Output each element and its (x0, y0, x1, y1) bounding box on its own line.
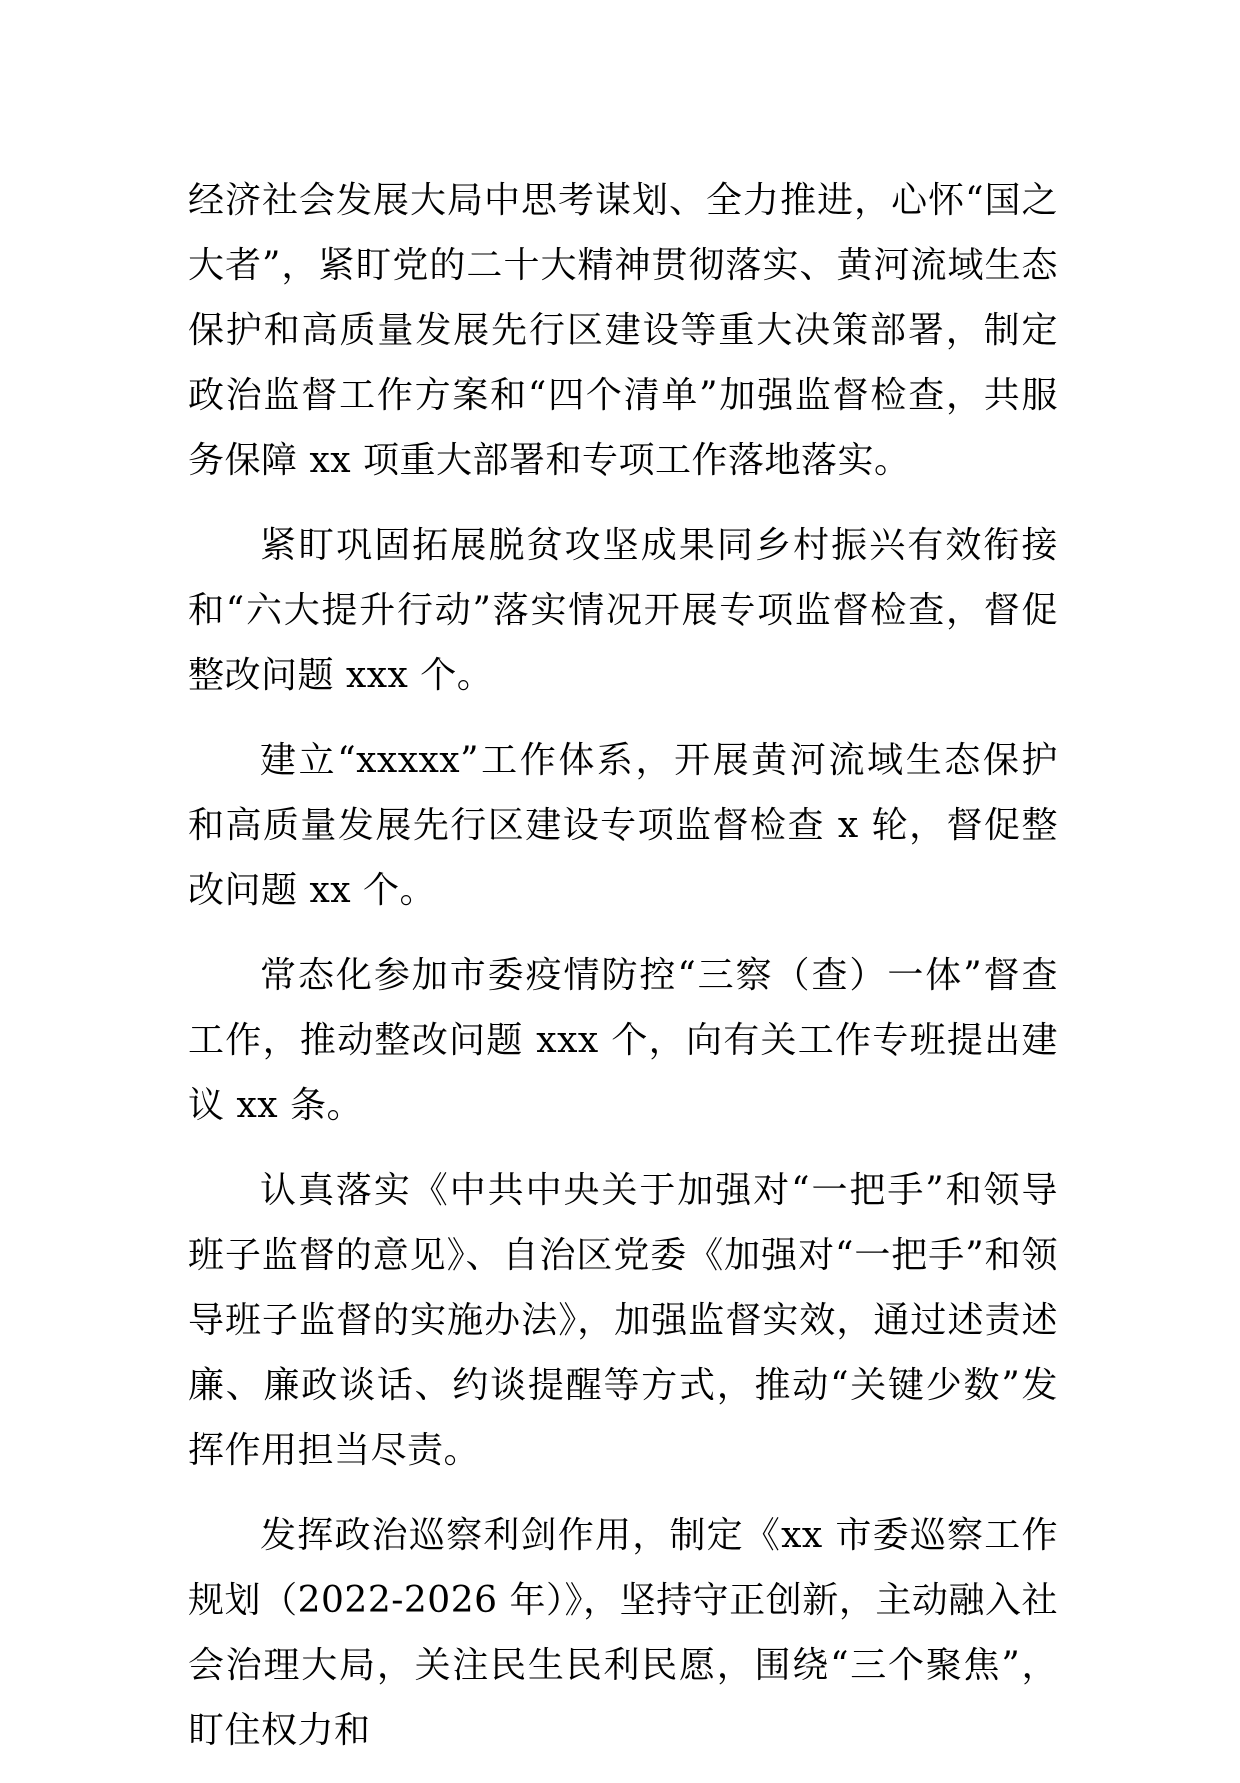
paragraph-continuation: 经济社会发展大局中思考谋划、全力推进，心怀“国之大者”，紧盯党的二十大精神贯彻落实、黄河流域生态保护和高质量发展先行区建设等重大决策部署，制定政治监督工作方案和“四个清单”加强监督检查，共服务保障 xx 项重大部署和专项工作落地落实。 (188, 180, 1058, 481)
paragraph-leadership-supervision: 认真落实《中共中央关于加强对“一把手”和领导班子监督的意见》、自治区党委《加强对“一把手”和领导班子监督的实施办法》，加强监督实效，通过述责述廉、廉政谈话、约谈提醒等方式，推动“关键少数”发挥作用担当尽责。 (188, 1170, 1058, 1471)
paragraph-epidemic-control: 常态化参加市委疫情防控“三察（查）一体”督查工作，推动整改问题 xxx 个，向有关工作专班提出建议 xx 条。 (188, 955, 1058, 1126)
document-body (188, 168, 1058, 1783)
paragraph-poverty-alleviation: 紧盯巩固拓展脱贫攻坚成果同乡村振兴有效衔接和“六大提升行动”落实情况开展专项监督检查，督促整改问题 xxx 个。 (188, 525, 1058, 696)
paragraph-inspection: 发挥政治巡察利剑作用，制定《xx 市委巡察工作规划（2022-2026 年）》，坚持守正创新，主动融入社会治理大局，关注民生民利民愿，围绕“三个聚焦”，盯住权力和 (188, 1515, 1058, 1751)
paragraph-yellow-river: 建立“xxxxx”工作体系，开展黄河流域生态保护和高质量发展先行区建设专项监督检查 x 轮，督促整改问题 xx 个。 (188, 740, 1058, 911)
